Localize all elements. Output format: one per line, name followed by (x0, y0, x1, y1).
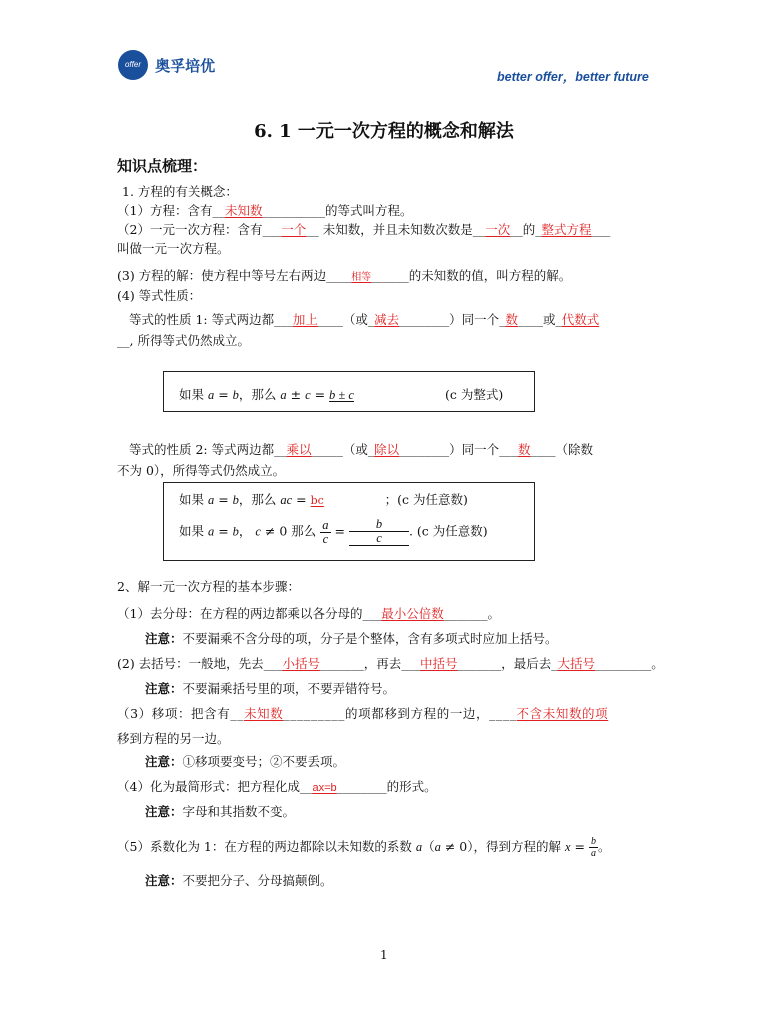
fraction-b-over-c: $\frac{b}{c}$ (349, 518, 409, 546)
property1-line-a: 等式的性质 1: 等式两边都___加上____（或_减去________）同一个_数____或_代数式 (129, 312, 600, 327)
fraction-a-over-c: $\frac{a}{c}$ (322, 517, 329, 546)
s1-line2a: （2）一元一次方程：含有___一个__ 未知数，并且未知数次数是__一次__的_整式方程___ (117, 222, 611, 237)
note5: 注意：不要把分子、分母搞颠倒。 (145, 873, 333, 888)
property1-line-b: __, 所得等式仍然成立。 (117, 333, 250, 348)
note4: 注意：字母和其指数不变。 (145, 804, 296, 819)
formula-box-1-text: 如果 a = b，那么 a ± c = b ± c (c 为整式) (179, 387, 504, 402)
s1-line3: (3) 方程的解：使方程中等号左右两边____相等______的未知数的值，叫方程的解。 (117, 268, 572, 283)
property2-line-b: 不为 0），所得等式仍然成立。 (117, 463, 286, 478)
page-title: 6. 1 一元一次方程的概念和解法 (254, 121, 514, 142)
s1-title: 1. 方程的有关概念： (122, 184, 238, 199)
step2: (2) 去括号：一般地，先去___小括号_______，再去___中括号_______，最后去_大括号_________。 (117, 656, 664, 671)
s1-line4: (4) 等式性质： (117, 288, 202, 303)
step3-b: 移到方程的另一边。 (117, 731, 230, 746)
note3: 注意：①移项要变号；②不要丢项。 (145, 754, 346, 769)
logo-icon: offer (118, 50, 148, 80)
property2-line-a: 等式的性质 2: 等式两边都__乘以_____（或_除以________）同一个___数____（除数 (129, 442, 593, 457)
s1-line1: （1）方程：含有__未知数__________的等式叫方程。 (117, 203, 413, 218)
step3-a: （3）移项：把含有__未知数_________的项都移到方程的一边，____不含未知数的项 (117, 706, 609, 721)
formula-box-2-line1: 如果 a = b，那么 ac = bc ；(c 为任意数) (179, 492, 468, 507)
step5: （5）系数化为 1：在方程的两边都除以未知数的系数 a（a ≠ 0），得到方程的解 x = $\frac{b}{a}$ 。 (117, 836, 611, 859)
formula-box-2-line2: 如果 a = b， c ≠ 0 那么 $\frac{a}{c}$ = $\frac{b}{c}$ . (c 为任意数) (179, 517, 488, 546)
section-heading: 知识点梳理： (117, 157, 208, 175)
note1: 注意：不要漏乘不含分母的项，分子是个整体，含有多项式时应加上括号。 (145, 631, 558, 646)
page-number: 1 (380, 948, 388, 962)
s1-line2b: 叫做一元一次方程。 (117, 241, 230, 256)
logo (118, 50, 215, 80)
slogan: better offer，better future (497, 70, 649, 84)
fraction-b-over-a: $\frac{b}{a}$ (590, 836, 596, 859)
note2: 注意：不要漏乘括号里的项，不要弄错符号。 (145, 681, 396, 696)
s2-title: 2、解一元一次方程的基本步骤： (117, 579, 300, 594)
step4: （4）化为最简形式：把方程化成__ax=b________的形式。 (117, 779, 437, 794)
logo-text: 奥孚培优 (155, 56, 216, 75)
step1: （1）去分母：在方程的两边都乘以各分母的___最小公倍数_______。 (117, 606, 500, 621)
